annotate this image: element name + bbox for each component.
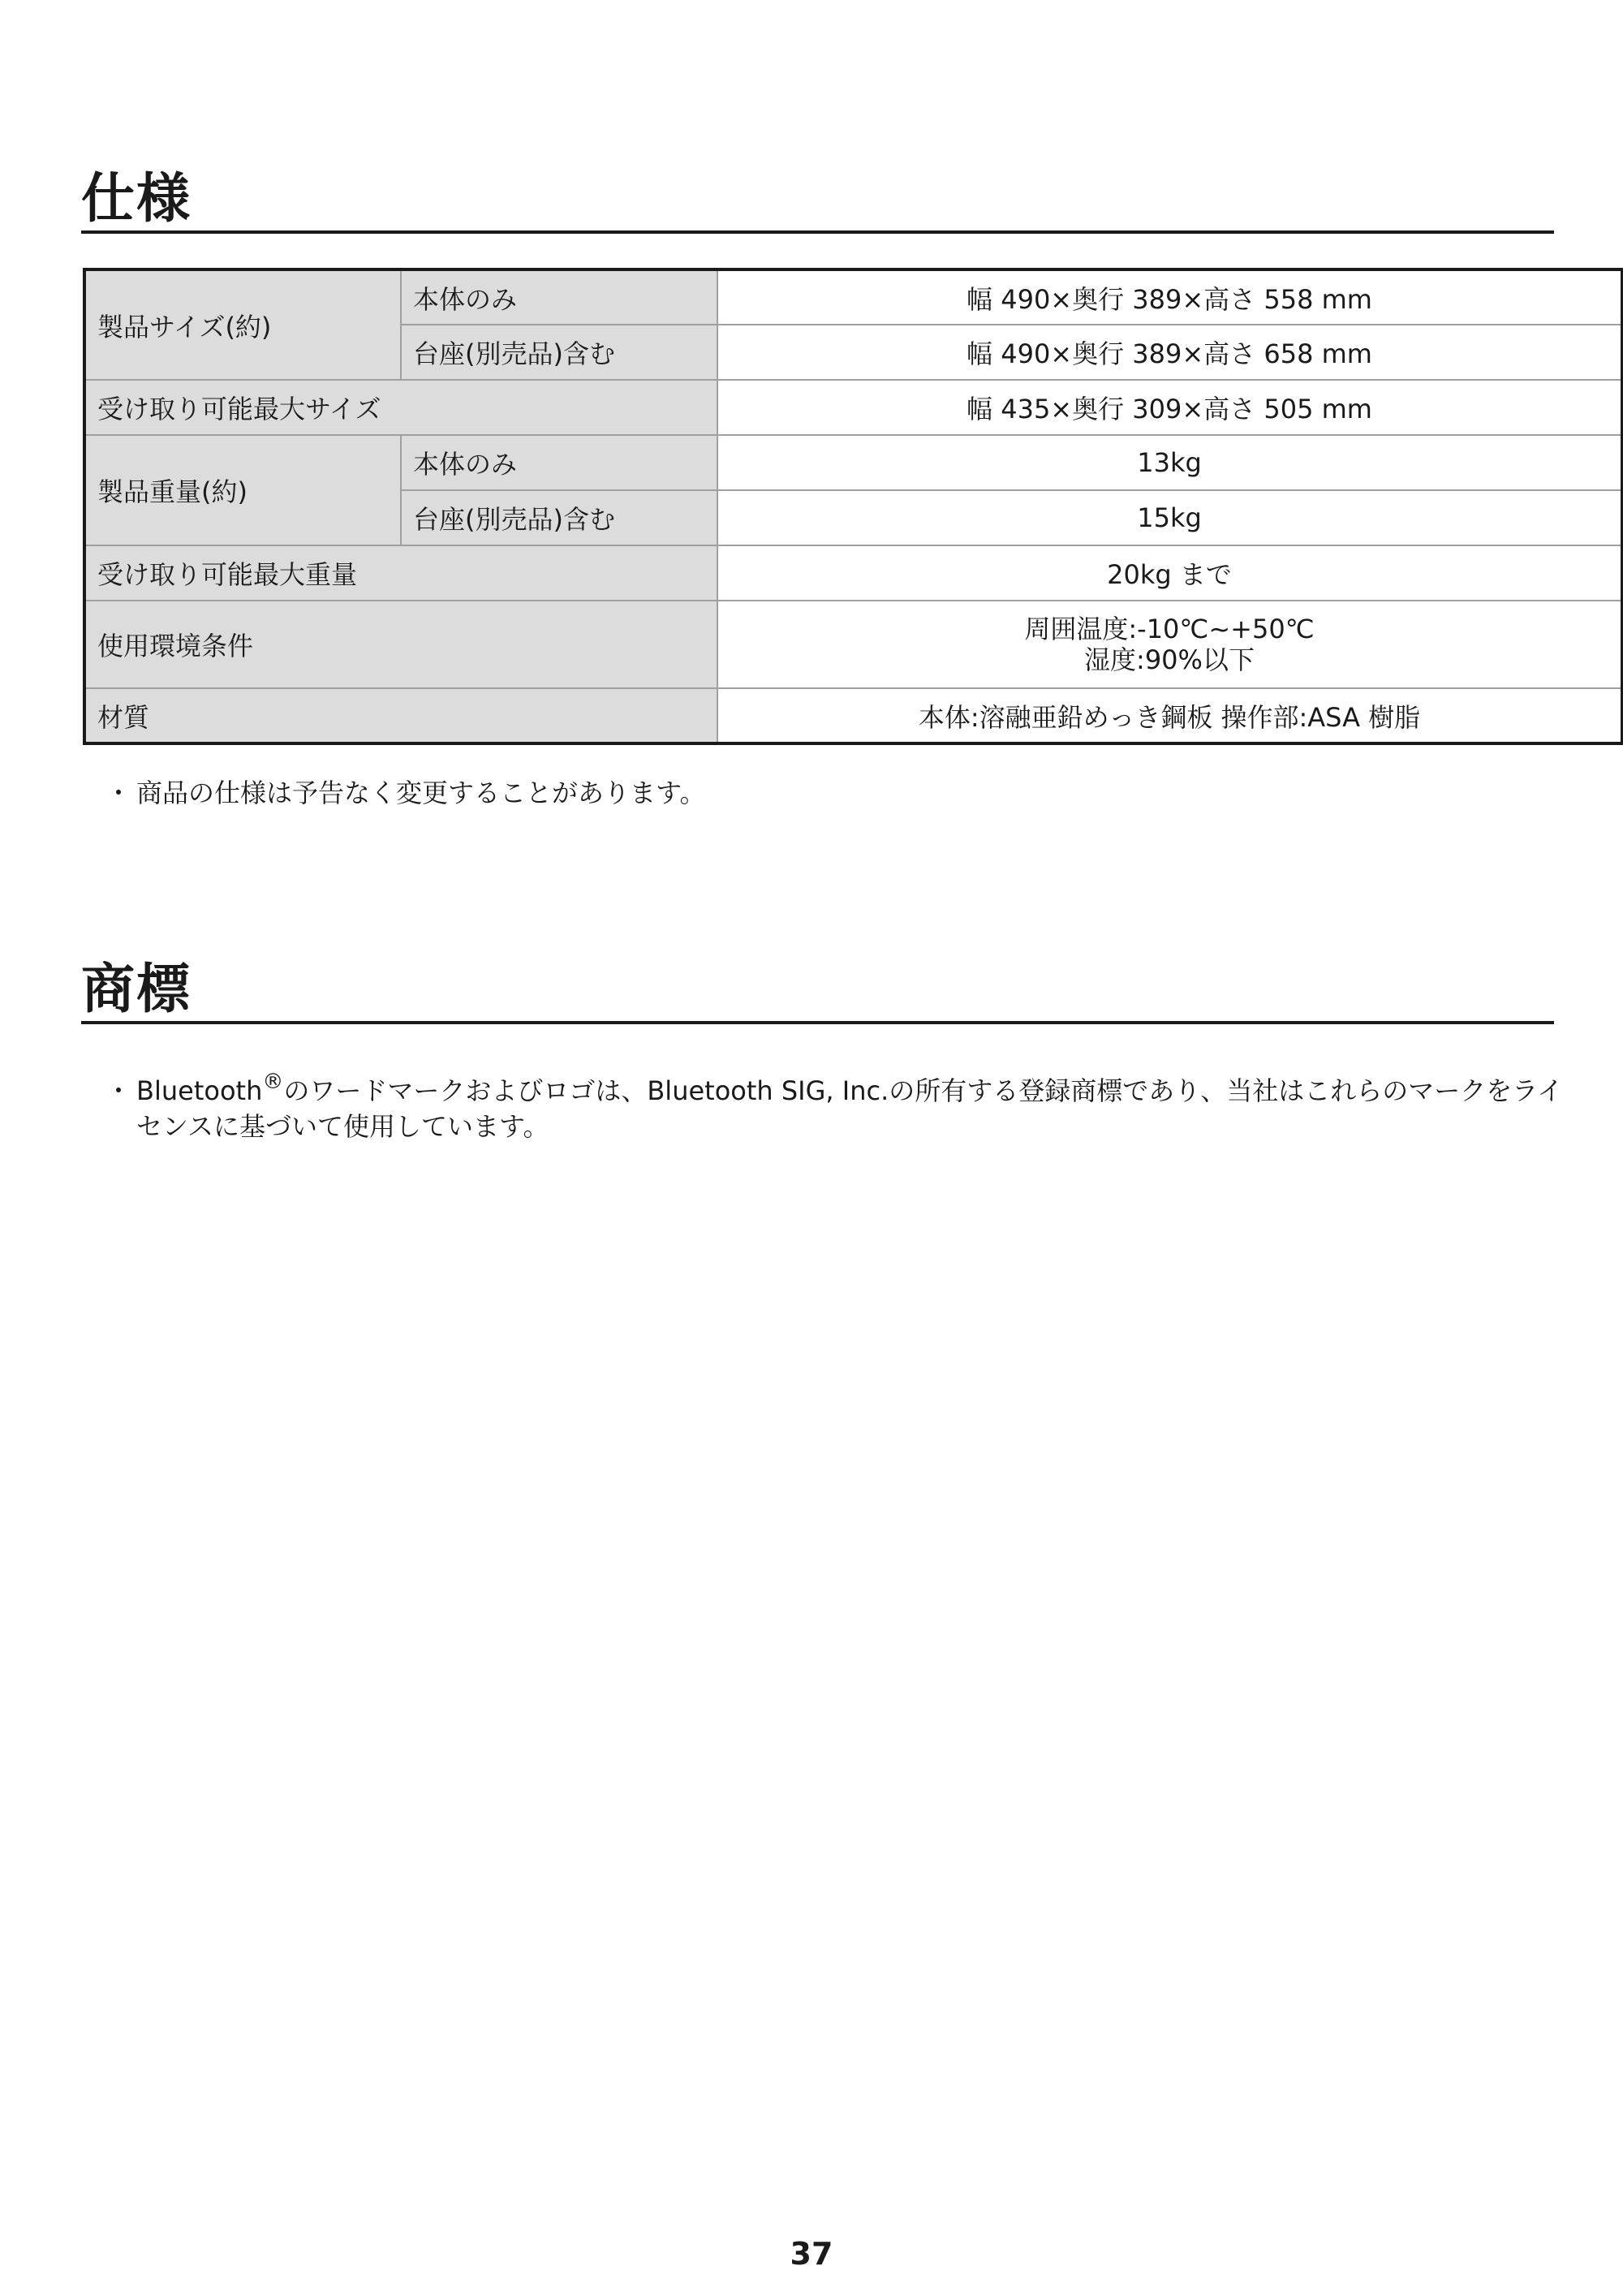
bluetooth-word: Bluetooth <box>136 1075 263 1106</box>
product-weight-body-only-label: 本体のみ <box>401 435 717 490</box>
material-value: 本体:溶融亜鉛めっき鋼板 操作部:ASA 樹脂 <box>717 688 1622 743</box>
material-label: 材質 <box>84 688 717 743</box>
trademark-heading: 商標 <box>81 963 1554 1024</box>
environment-temperature: 周囲温度:-10℃~+50℃ <box>1024 614 1315 644</box>
product-size-label: 製品サイズ(約) <box>84 269 401 380</box>
spec-note <box>105 775 1485 811</box>
bullet-mark: ・ <box>105 778 132 808</box>
product-weight-with-stand-label: 台座(別売品)含む <box>401 490 717 545</box>
trademark-note <box>105 1070 1566 1144</box>
product-size-with-stand-value: 幅 490×奥行 389×高さ 658 mm <box>717 325 1622 380</box>
table-row <box>84 545 1622 601</box>
spec-note-text: 商品の仕様は予告なく変更することがあります。 <box>136 778 706 808</box>
table-row <box>84 688 1622 743</box>
environment-label: 使用環境条件 <box>84 601 717 688</box>
spec-table <box>83 268 1623 745</box>
max-receivable-size-label: 受け取り可能最大サイズ <box>84 380 717 435</box>
product-size-with-stand-label: 台座(別売品)含む <box>401 325 717 380</box>
trademark-note-body: のワードマークおよびロゴは、Bluetooth SIG, Inc.の所有する登録商標であり、当社はこれらのマークをライセンスに基づいて使用しています。 <box>136 1075 1564 1142</box>
product-size-body-only-label: 本体のみ <box>401 269 717 325</box>
product-weight-with-stand-value: 15kg <box>717 490 1622 545</box>
max-receivable-weight-label: 受け取り可能最大重量 <box>84 545 717 601</box>
table-row <box>84 601 1622 688</box>
max-receivable-weight-value: 20kg まで <box>717 545 1622 601</box>
trademark-note-text <box>105 1070 1566 1144</box>
product-weight-label: 製品重量(約) <box>84 435 401 545</box>
spec-heading: 仕様 <box>81 172 1554 234</box>
registered-mark: ® <box>262 1070 284 1094</box>
max-receivable-size-value: 幅 435×奥行 309×高さ 505 mm <box>717 380 1622 435</box>
table-row <box>84 269 1622 325</box>
product-size-body-only-value: 幅 490×奥行 389×高さ 558 mm <box>717 269 1622 325</box>
table-row <box>84 380 1622 435</box>
page-number: 37 <box>790 2236 833 2272</box>
environment-value <box>717 601 1622 688</box>
bullet-mark: ・ <box>105 1075 132 1106</box>
environment-humidity: 湿度:90%以下 <box>1084 644 1255 675</box>
table-row <box>84 435 1622 490</box>
product-weight-body-only-value: 13kg <box>717 435 1622 490</box>
